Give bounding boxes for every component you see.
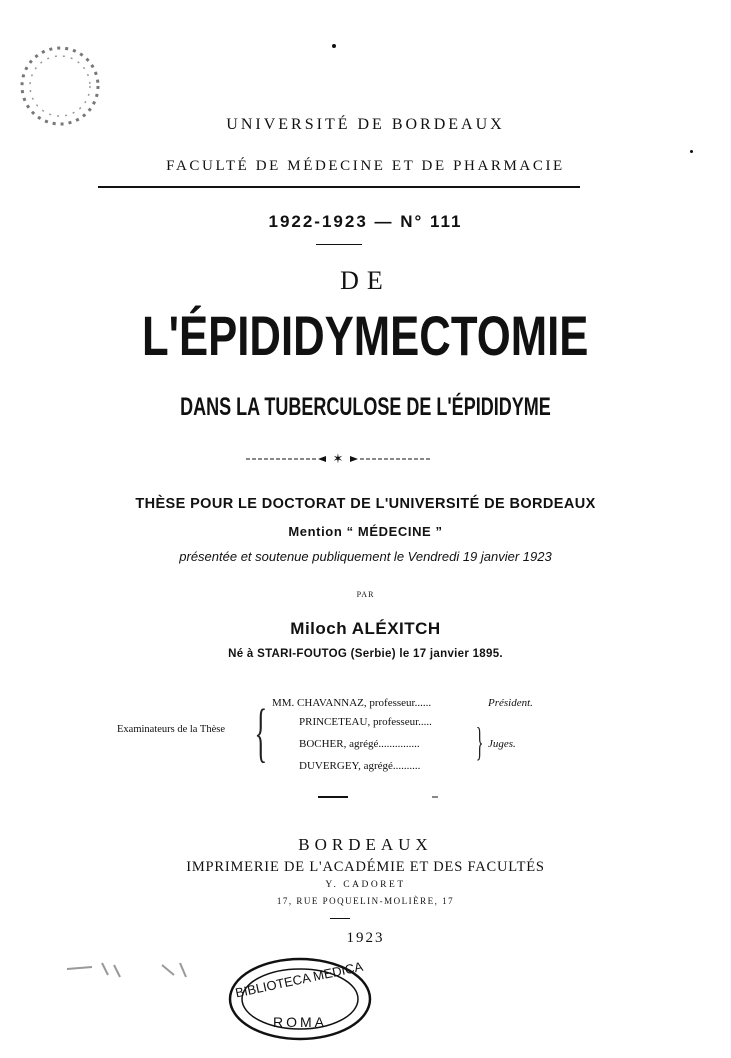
publication-year: 1923 (346, 930, 385, 946)
left-brace: { (254, 696, 268, 769)
mention-line: Mention “ MÉDECINE ” (288, 524, 443, 539)
stamp-top-text: BIBLIOTECA MEDICA (233, 958, 365, 1001)
faculty-name: FACULTÉ DE MÉDECINE ET DE PHARMACIE (166, 158, 565, 174)
author-name: Miloch ALÉXITCH (290, 619, 441, 638)
jury-member-1: MM. CHAVANNAZ, professeur...... (272, 697, 432, 709)
subtitle-text: DANS LA TUBERCULOSE DE L'ÉPIDIDYME (180, 393, 551, 421)
svg-text:✶: ✶ (332, 452, 344, 466)
role-juges: Juges. (488, 738, 516, 750)
address-rule (330, 918, 350, 919)
stamp-bottom-text: ROMA (273, 1014, 327, 1030)
jury-member-2: PRINCETEAU, professeur..... (299, 716, 432, 728)
faint-marks (62, 955, 202, 985)
par-label: PAR (356, 590, 375, 599)
jury-member-4: DUVERGEY, agrégé.......... (299, 760, 421, 772)
imprint-address: 17, RUE POQUELIN-MOLIÈRE, 17 (276, 896, 455, 906)
imprint-city: BORDEAUX (298, 835, 433, 854)
academic-year-number: 1922-1923 — N° 111 (268, 212, 463, 231)
examiners-label: Examinateurs de la Thèse (117, 724, 225, 735)
imprint-printer: IMPRIMERIE DE L'ACADÉMIE ET DES FACULTÉS (186, 859, 545, 875)
jury-member-3: BOCHER, agrégé............... (299, 738, 420, 750)
speck-right (690, 150, 693, 153)
author-birth-line: Né à STARI-FOUTOG (Serbie) le 17 janvier 1895. (228, 648, 503, 660)
library-stamp (226, 954, 374, 1044)
thesis-line: THÈSE POUR LE DOCTORAT DE L'UNIVERSITÉ DE BORDEAUX (135, 496, 596, 512)
main-title-text: L'ÉPIDIDYMECTOMIE (142, 304, 589, 367)
university-name: UNIVERSITÉ DE BORDEAUX (226, 116, 505, 133)
small-ornament-divider (318, 794, 438, 800)
title-de: DE (340, 266, 391, 295)
right-brace: } (475, 719, 484, 764)
role-president: Président. (488, 697, 533, 709)
speck-top (332, 44, 336, 48)
ornament-divider (246, 452, 430, 466)
year-rule (316, 244, 362, 245)
header-rule (98, 186, 580, 188)
presentation-line: présentée et soutenue publiquement le Vendredi 19 janvier 1923 (179, 549, 552, 564)
subtitle (0, 392, 731, 422)
imprint-printer-name: Y. CADORET (325, 880, 406, 890)
main-title (0, 306, 731, 366)
